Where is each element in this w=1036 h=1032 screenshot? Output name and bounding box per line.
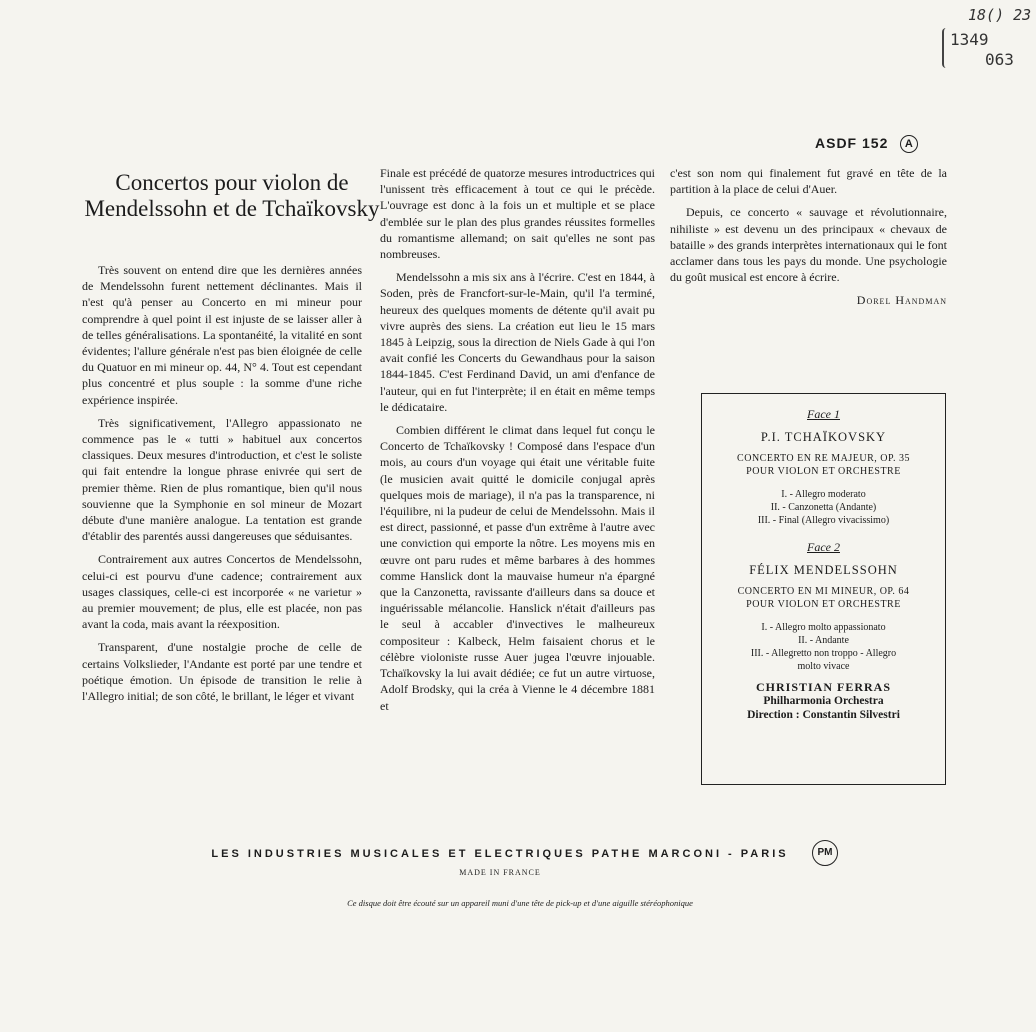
- work-1-line-2: POUR VIOLON ET ORCHESTRE: [746, 466, 901, 477]
- orchestra-name: Philharmonia Orchestra: [763, 695, 884, 707]
- track-listing-panel: [701, 393, 946, 785]
- work-1-line-1: CONCERTO EN RE MAJEUR, OP. 35: [737, 453, 910, 464]
- face-1-heading: Face 1: [807, 407, 840, 421]
- paragraph: Très souvent on entend dire que les dernières années de Mendelssohn furent nettement déclinantes. Mais il n'est qu'à penser au Concerto en mi mineur pour comprendre à quel point il est injuste de se laisser aller à de telles généralisations. La spontanéité, la vitalité en sont évidentes; l'allure générale n'est pas bien éloignée de celle du Quatuor en mi mineur op. 44, N° 4. Tout est cependant plus concentré et plus souple : la somme d'une riche expérience inspirée.: [82, 263, 362, 407]
- playback-notice: Ce disque doit être écouté sur un appareil muni d'une tête de pick-up et d'une aiguille stéréophonique: [347, 898, 693, 908]
- label-footer: LES INDUSTRIES MUSICALES ET ELECTRIQUES PATHE MARCONI - PARIS: [211, 848, 789, 860]
- soloist-name: CHRISTIAN FERRAS: [755, 680, 892, 694]
- movement-item: III. - Final (Allegro vivacissimo): [757, 515, 890, 526]
- page-title: Concertos pour violon de Mendelssohn et de Tchaïkovsky: [84, 170, 380, 221]
- work-2-movements: [702, 621, 945, 673]
- composer-1: P.I. TCHAÏKOVSKY: [760, 430, 887, 444]
- handwritten-number-1: 1349: [950, 30, 989, 49]
- paragraph: Depuis, ce concerto « sauvage et révolutionnaire, nihiliste » est devenu un des principaux « chevaux de bataille » des grands interprètes internationaux qui le font acclamer dans tous les pays du monde. Une psychologie du goût musical est encore à écrire.: [670, 205, 947, 285]
- handwritten-note-top: 18() 23: [968, 6, 1032, 24]
- work-2-line-2: POUR VIOLON ET ORCHESTRE: [746, 599, 901, 610]
- work-1-movements: [702, 488, 945, 527]
- paragraph: Mendelssohn a mis six ans à l'écrire. C'est en 1844, à Soden, près de Francfort-sur-le-Main, qu'il l'a terminé, heureux des quelques moments de détente qu'il avait pu vivre auprès des siens. La création eut lieu le 15 mars 1845 à Leipzig, sous la direction de Niels Gade à qui l'on avait confié les Concerts du Gewandhaus pour la saison 1844-1845. C'est Ferdinand David, un ami d'enfance de l'auteur, qui en fut l'interprète; il en était en même temps le dédicataire.: [380, 270, 655, 414]
- text-column-1: [82, 262, 362, 711]
- pathe-marconi-logo-icon: PM: [812, 840, 838, 866]
- circled-a-mark: A: [900, 135, 918, 153]
- text-column-3: [670, 165, 947, 309]
- composer-2: FÉLIX MENDELSSOHN: [749, 563, 898, 577]
- paragraph: Transparent, d'une nostalgie proche de celle de certains Volkslieder, l'Andante est porté par une tendre et poétique émotion. Un épisode de transition le relie à l'Allegro initial; de son côté, le brillant, le léger et vivant: [82, 640, 362, 704]
- work-1-title: [702, 452, 945, 478]
- face-2-heading: Face 2: [807, 540, 840, 554]
- movement-item: II. - Andante: [798, 635, 849, 646]
- movement-item: I. - Allegro molto appassionato: [761, 622, 886, 633]
- movement-item: II. - Canzonetta (Andante): [770, 502, 877, 513]
- text-column-2: [380, 165, 655, 721]
- work-2-line-1: CONCERTO EN MI MINEUR, OP. 64: [737, 586, 910, 597]
- paragraph: c'est son nom qui finalement fut gravé en tête de la partition à la place de celui d'Auer.: [670, 166, 947, 197]
- movement-item: I. - Allegro moderato: [781, 489, 866, 500]
- paragraph: Très significativement, l'Allegro appassionato ne commence pas le « tutti » habituel aux concertos classiques. Deux mesures d'introduction, et c'est le soliste qui fait entendre la longue phrase enivrée qui sert de premier thème. Rien de plus romantique, bien qu'il nous souvienne que la Symphonie en sol mineur de Mozart débute d'une manière analogue. La tentation est grande d'établir des parentés aussi dangereuses que séduisantes.: [82, 415, 362, 544]
- author-signature: Dorel Handman: [856, 293, 947, 308]
- movement-item: III. - Allegretto non troppo - Allegro molto vivace: [750, 648, 897, 672]
- conductor-credit: Direction : Constantin Silvestri: [747, 709, 900, 721]
- catalog-number-text: ASDF 152: [815, 135, 889, 151]
- paragraph: Finale est précédé de quatorze mesures introductrices qui l'unissent très efficacement à tout ce qui le précède. L'ouvrage est donc à la fois un et multiple et se place d'emblée sur le plan des plus grandes réussites formelles du romantisme allemand; on sait qu'elles ne sont pas nombreuses.: [380, 166, 655, 262]
- paragraph: Contrairement aux autres Concertos de Mendelssohn, celui-ci est pourvu d'une cadence; contrairement aux usages classiques, celle-ci est incorporée « ne varietur » au premier mouvement; de plus, elle est placée, non pas avant la coda, mais avant la réexposition.: [82, 552, 362, 632]
- catalog-number: [815, 135, 918, 153]
- paragraph: Combien différent le climat dans lequel fut conçu le Concerto de Tchaïkovsky ! Composé dans l'espace d'un mois, au cours d'un voyage qui était une véritable fuite (le musicien avait quitté le domicile conjugal après quelques mois de mariage), il n'a pas la transparence, ni l'équilibre, ni la pudeur de celui de Mendelssohn. Mais il est direct, passionné, et passe d'un extrême à l'autre avec une conviction qui emporte la nôtre. Les moyens mis en œuvre ont paru rudes et même barbares à des hommes comme Hanslick dont la mauvaise humeur n'a épargné que la Canzonetta, ravissante d'ailleurs dans sa douce et inguérissable mélancolie. Hanslick n'était d'ailleurs pas le seul à accabler d'invectives le malheureux compositeur : Kalbeck, Helm faisaient chorus et le célèbre violoniste russe Auer jugea l'œuvre injouable. Tchaïkovsky la lui avait dédiée; ce fut un autre virtuose, Adolf Brodsky, qui la créa à Vienne le 4 décembre 1881 et: [380, 423, 655, 713]
- handwritten-number-2: 063: [985, 50, 1014, 69]
- made-in-label: MADE IN FRANCE: [459, 868, 541, 877]
- work-2-title: [702, 585, 945, 611]
